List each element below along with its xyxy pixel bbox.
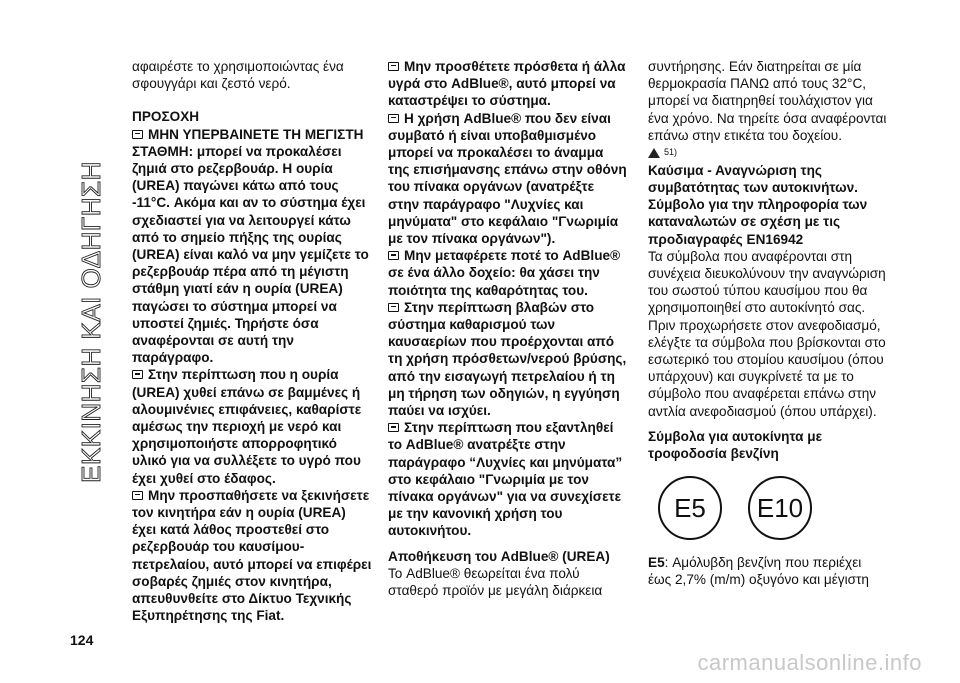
warning-item: ΜΗΝ ΥΠΕΡΒΑΙΝΕΤΕ ΤΗ ΜΕΓΙΣΤΗ ΣΤΑΘΜΗ: μπορεί να προκαλέσει ζημιά στο ρεζερβουάρ. Η ουρία (UREA) παγώνει κάτω από τους -11°C. Ακόμα και αν το σύστημα έχει σχεδιαστεί για να λειτουργεί κάτω από το σημείο πήξης της ουρίας (UREA) είναι καλό να μην γεμίζετε το ρεζερβουάρ πέρα από τη μέγιστη στάθμη γιατί εάν η ουρία (UREA) παγώσει το σύστημα μπορεί να υποστεί ζημιές. Τηρήστε όσα αναφέρονται σε αυτή την παράγραφο. <box>132 126 369 366</box>
warning-item: Στην περίπτωση που η ουρία (UREA) χυθεί επάνω σε βαμμένες ή αλουμινένιες επιφάνειες, καθαρίστε αμέσως την περιοχή με νερό και χρησιμοποιήστε απορροφητικό υλικό για να συλλέξετε το υγρό που έχει χυθεί στο έδαφος. <box>132 367 362 486</box>
warning-book-icon <box>388 114 399 123</box>
intro-text: αφαιρέστε το χρησιμοποιώντας ένα σφουγγάρι και ζεστό νερό. <box>132 59 344 92</box>
column-2 <box>388 58 628 599</box>
side-title-text: ΕΚΚΙΝΗΣΗ ΚΑΙ ΟΔΗΓΗΣΗ <box>76 161 106 483</box>
warning-book-icon <box>388 251 399 260</box>
warning-book-icon <box>132 130 143 139</box>
warning-item: Στην περίπτωση που εξαντληθεί το AdBlue® ανατρέξτε στην παράγραφο “Λυχνίες και μηνύματα” στο κεφάλαιο "Γνωριμία με τον πίνακα οργάνων" για να συνεχίσετε με την κανονική χρήση του αυτοκινήτου. <box>388 420 623 539</box>
fuel-heading: Καύσιμα - Αναγνώριση της συμβατότητας των αυτοκινήτων. Σύμβολο για την πληροφορία των καταναλωτών σε σχέση με τις προδιαγραφές EN16942 <box>648 162 868 247</box>
petrol-heading: Σύμβολα για αυτοκίνητα με τροφοδοσία βενζίνη <box>648 428 823 462</box>
section-side-title <box>70 22 110 622</box>
warning-book-icon <box>388 303 399 312</box>
storage-heading: Αποθήκευση του AdBlue® (UREA) <box>388 548 610 564</box>
warning-item: Στην περίπτωση βλαβών στο σύστημα καθαρισμού των καυσαερίων που προέρχονται από τη χρήση πρόσθετων/νερού βρύσης, από την εισαγωγή πετρελαίου ή τη μη τήρηση των οδηγιών, η εγγύηση παύει να ισχύει. <box>388 299 627 419</box>
warning-book-icon <box>388 62 399 71</box>
fuel-text-1: Τα σύμβολα που αναφέρονται στη συνέχεια διευκολύνουν την αναγνώριση του σωστού τύπου καυσίμου που θα χρησιμοποιηθεί στο αυτοκίνητό σας. <box>648 248 886 316</box>
column-3 <box>648 58 888 589</box>
page-number: 124 <box>70 632 94 648</box>
note-reference: 51) <box>648 144 677 161</box>
warning-heading: ΠΡΟΣΟΧΗ <box>132 109 200 125</box>
warning-item: Η χρήση AdBlue® που δεν είναι συμβατό ή είναι υποβαθμισμένο μπορεί να προκαλέσει το άναμμα της επισήμανσης επάνω στην οθόνη του πίνακα οργάνων (ανατρέξτε στην παράγραφο "Λυχνίες και μηνύματα" στο κεφάλαιο "Γνωριμία με τον πίνακα οργάνων"). <box>388 110 627 247</box>
warning-book-icon <box>132 491 143 500</box>
storage-text: Το AdBlue® θεωρείται ένα πολύ σταθερό προϊόν με μεγάλη διάρκεια <box>388 565 603 599</box>
caution-triangle-icon <box>648 148 660 158</box>
watermark: carmanualsonline.info <box>697 650 922 675</box>
e5-description: E5: Αμόλυβδη βενζίνη που περιέχει έως 2,7% (m/m) οξυγόνο και μέγιστη <box>648 555 869 588</box>
warning-book-icon <box>388 423 399 432</box>
column-1 <box>132 58 372 625</box>
warning-book-icon <box>132 370 143 379</box>
fuel-text-2: Πριν προχωρήσετε στον ανεφοδιασμό, ελέγξτε τα σύμβολα που βρίσκονται στο εσωτερικό του στομίου καυσίμου (όπου υπάρχουν) και συγκρίνετέ τα με το σύμβολο που αναφέρεται επάνω στην αντλία ανεφοδιασμού (όπου υπάρχει). <box>648 317 886 419</box>
warning-item: Μην προσπαθήσετε να ξεκινήσετε τον κινητήρα εάν η ουρία (UREA) έχει κατά λάθος προστεθεί στο ρεζερβουάρ του καυσίμου-πετρελαίου, αυτό μπορεί να επιφέρει σοβαρές ζημιές στον κινητήρα, απευθυνθείτε στο Δίκτυο Τεχνικής Εξυπηρέτησης της Fiat. <box>132 487 372 624</box>
warning-item: Μην προσθέτετε πρόσθετα ή άλλα υγρά στο AdBlue®, αυτό μπορεί να καταστρέψει το σύστημα. <box>388 59 626 109</box>
fuel-symbol-e5: E5 <box>658 476 722 540</box>
fuel-symbol-e10: E10 <box>748 476 812 540</box>
warning-item: Μην μεταφέρετε ποτέ το AdBlue® σε ένα άλλο δοχείο: θα χάσει την ποιότητα της καθαρότητας του. <box>388 248 621 298</box>
fuel-symbols <box>658 476 888 540</box>
storage-continued-text: συντήρησης. Εάν διατηρείται σε μία θερμοκρασία ΠΑΝΩ από τους 32°C, μπορεί να διατηρηθεί τουλάχιστον για ένα χρόνο. Να τηρείτε όσα αναφέρονται επάνω στην ετικέτα του δοχείου. <box>648 59 887 143</box>
